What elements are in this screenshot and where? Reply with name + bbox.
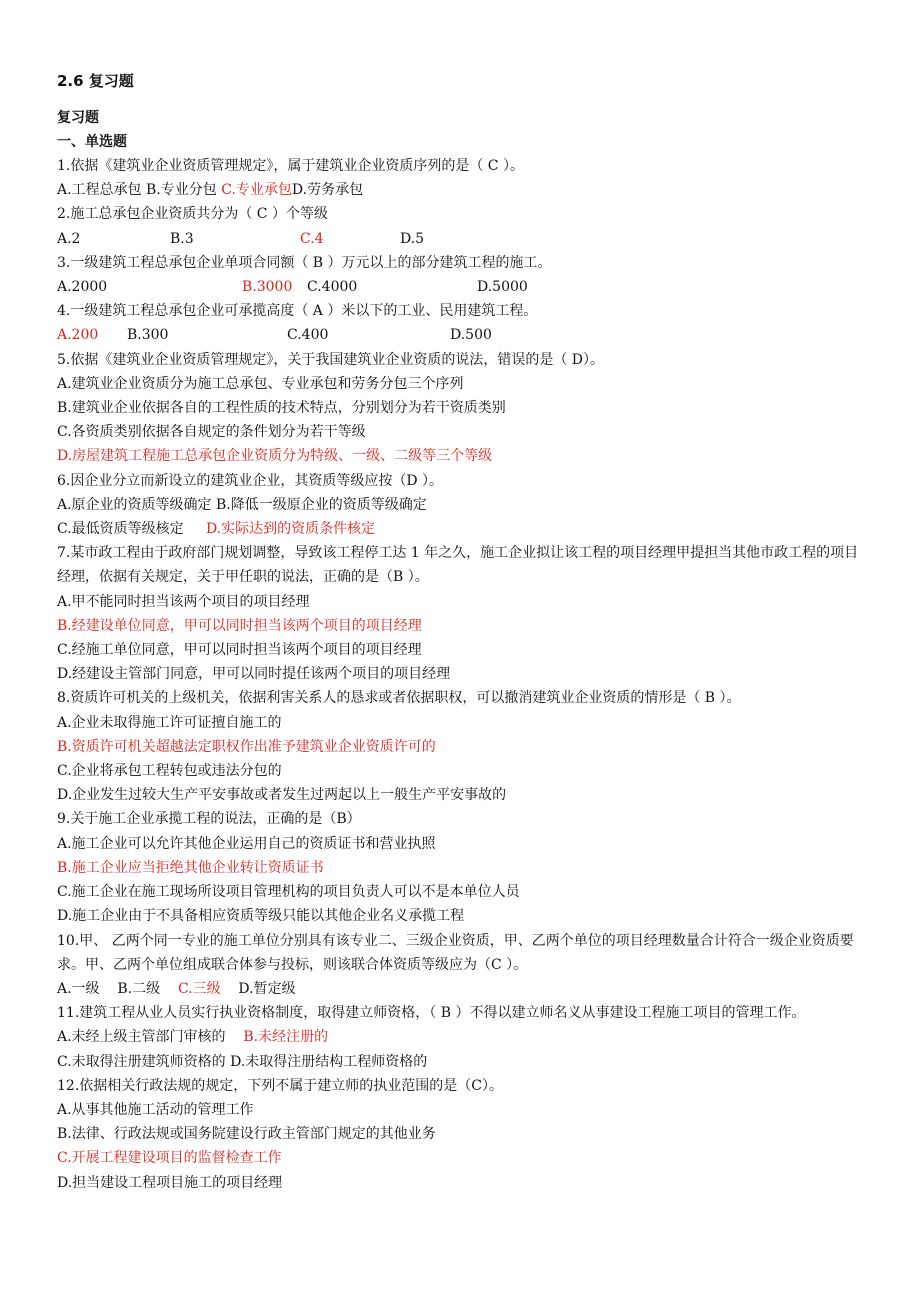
question-5-option-c: C.各资质类别依据各自规定的条件划分为若干等级 xyxy=(57,424,366,441)
question-9-option-d: D.施工企业由于不具备相应资质等级只能以其他企业名义承揽工程 xyxy=(57,908,465,925)
option-c-answer: C.4 xyxy=(300,230,324,247)
question-6-options-ab: A.原企业的资质等级确定 B.降低一级原企业的资质等级确定 xyxy=(57,496,427,513)
question-12-stem: 12.依据相关行政法规的规定，下列不属于建立师的执业范围的是（C）。 xyxy=(57,1077,503,1094)
question-11-options-ab xyxy=(57,1025,872,1049)
option-a: A.2 xyxy=(57,230,81,247)
question-6-options-cd xyxy=(57,517,872,541)
question-11-stem: 11.建筑工程从业人员实行执业资格制度，取得建立师资格，（ B ）不得以建立师名义从事建设工程施工项目的管理工作。 xyxy=(57,1005,806,1022)
option-b: B.二级 xyxy=(117,980,165,997)
question-1-options xyxy=(57,178,872,202)
option-a: A.工程总承包 xyxy=(57,182,147,199)
question-10-stem: 10.甲、 乙两个同一专业的施工单位分别具有该专业二、三级企业资质，甲、乙两个单位的项目经理数量合计符合一级企业资质要求。甲、乙两个单位组成联合体参与投标，则该联合体资质等级应为（C ）。 xyxy=(57,932,854,973)
question-12-option-a: A.从事其他施工活动的管理工作 xyxy=(57,1101,254,1118)
question-2-stem: 2.施工总承包企业资质共分为（ C ）个等级 xyxy=(57,206,328,223)
question-9-stem: 9.关于施工企业承揽工程的说法，正确的是（B） xyxy=(57,811,361,828)
question-9-option-a: A.施工企业可以允许其他企业运用自己的资质证书和营业执照 xyxy=(57,835,436,852)
question-7-option-c: C.经施工单位同意，甲可以同时担当该两个项目的项目经理 xyxy=(57,642,422,659)
option-a: A.2000 xyxy=(57,279,108,296)
option-d-answer: D.实际达到的资质条件核定 xyxy=(205,521,376,538)
option-b: B.300 xyxy=(127,327,169,344)
question-4-stem: 4.一级建筑工程总承包企业可承揽高度（ A ）米以下的工业、民用建筑工程。 xyxy=(57,303,538,320)
question-11-options-cd: C.未取得注册建筑师资格的 D.未取得注册结构工程师资格的 xyxy=(57,1053,428,1070)
question-8-option-a: A.企业未取得施工许可证擅自施工的 xyxy=(57,714,282,731)
section-title: 2.6 复习题 xyxy=(57,72,134,90)
question-8-option-d: D.企业发生过较大生产平安事故或者发生过两起以上一般生产平安事故的 xyxy=(57,787,507,804)
question-5-option-a: A.建筑业企业资质分为施工总承包、专业承包和劳务分包三个序列 xyxy=(57,375,464,392)
option-a-answer: A.200 xyxy=(57,327,99,344)
document-page xyxy=(57,70,872,1195)
option-d: D.5000 xyxy=(477,279,528,296)
question-12-option-c-answer: C.开展工程建设项目的监督检查工作 xyxy=(57,1150,282,1167)
question-10-options xyxy=(57,977,872,1001)
question-5-option-b: B.建筑业企业依据各自的工程性质的技术特点，分别划分为若干资质类别 xyxy=(57,400,506,417)
option-d: D.暂定级 xyxy=(238,980,296,997)
option-d: D.500 xyxy=(450,327,492,344)
question-8-option-b-answer: B.资质许可机关超越法定职权作出准予建筑业企业资质许可的 xyxy=(57,738,436,755)
question-7-option-d: D.经建设主管部门同意，甲可以同时提任该两个项目的项目经理 xyxy=(57,666,451,683)
option-c: C.最低资质等级核定 xyxy=(57,521,189,538)
option-d: D.5 xyxy=(400,230,425,247)
question-3-stem: 3.一级建筑工程总承包企业单项合同额（ B ）万元以上的部分建筑工程的施工。 xyxy=(57,254,552,271)
question-8-option-c: C.企业将承包工程转包或违法分包的 xyxy=(57,763,282,780)
option-c: C.400 xyxy=(287,327,329,344)
option-c-answer: C.专业承包 xyxy=(221,182,292,199)
question-3-options xyxy=(57,275,872,299)
question-8-stem: 8.资质许可机关的上级机关，依据利害关系人的恳求或者依据职权，可以撤消建筑业企业资质的情形是（ B ）。 xyxy=(57,690,741,707)
question-2-options xyxy=(57,227,872,251)
subtitle: 复习题 xyxy=(57,110,99,126)
question-6-stem: 6.因企业分立而新设立的建筑业企业，其资质等级应按（D ）。 xyxy=(57,472,444,489)
question-4-options xyxy=(57,323,872,347)
option-c: C.4000 xyxy=(307,279,358,296)
option-a: A.未经上级主管部门审核的 xyxy=(57,1029,231,1046)
question-9-option-b-answer: B.施工企业应当拒绝其他企业转让资质证书 xyxy=(57,859,324,876)
option-b-answer: B.3000 xyxy=(242,279,293,296)
option-c-answer: C.三级 xyxy=(177,980,226,997)
question-12-option-d: D.担当建设工程项目施工的项目经理 xyxy=(57,1174,283,1191)
question-9-option-c: C.施工企业在施工现场所设项目管理机构的项目负责人可以不是本单位人员 xyxy=(57,884,520,901)
question-7-option-a: A.甲不能同时担当该两个项目的项目经理 xyxy=(57,593,310,610)
question-5-stem: 5.依据《建筑业企业资质管理规定》，关于我国建筑业企业资质的说法，错误的是（ D）。 xyxy=(57,351,605,368)
question-5-option-d-answer: D.房屋建筑工程施工总承包企业资质分为特级、一级、二级等三个等级 xyxy=(57,448,493,465)
question-7-option-b-answer: B.经建设单位同意，甲可以同时担当该两个项目的项目经理 xyxy=(57,617,422,634)
option-b: B.专业分包 xyxy=(146,182,222,199)
question-7-stem: 7.某市政工程由于政府部门规划调整，导致该工程停工达 1 年之久，施工企业拟让该工程的项目经理甲提担当其他市政工程的项目经理，依据有关规定，关于甲任职的说法，正确的是（B ）。 xyxy=(57,545,859,586)
option-b: B.3 xyxy=(170,230,194,247)
option-a: A.一级 xyxy=(57,980,105,997)
option-b-answer: B.未经注册的 xyxy=(243,1029,329,1046)
question-12-option-b: B.法律、行政法规或国务院建设行政主管部门规定的其他业务 xyxy=(57,1126,436,1143)
question-1-stem: 1.依据《建筑业企业资质管理规定》，属于建筑业企业资质序列的是（ C ）。 xyxy=(57,158,524,174)
part-title: 一、单选题 xyxy=(57,134,127,150)
option-d: D.劳务承包 xyxy=(291,182,364,199)
